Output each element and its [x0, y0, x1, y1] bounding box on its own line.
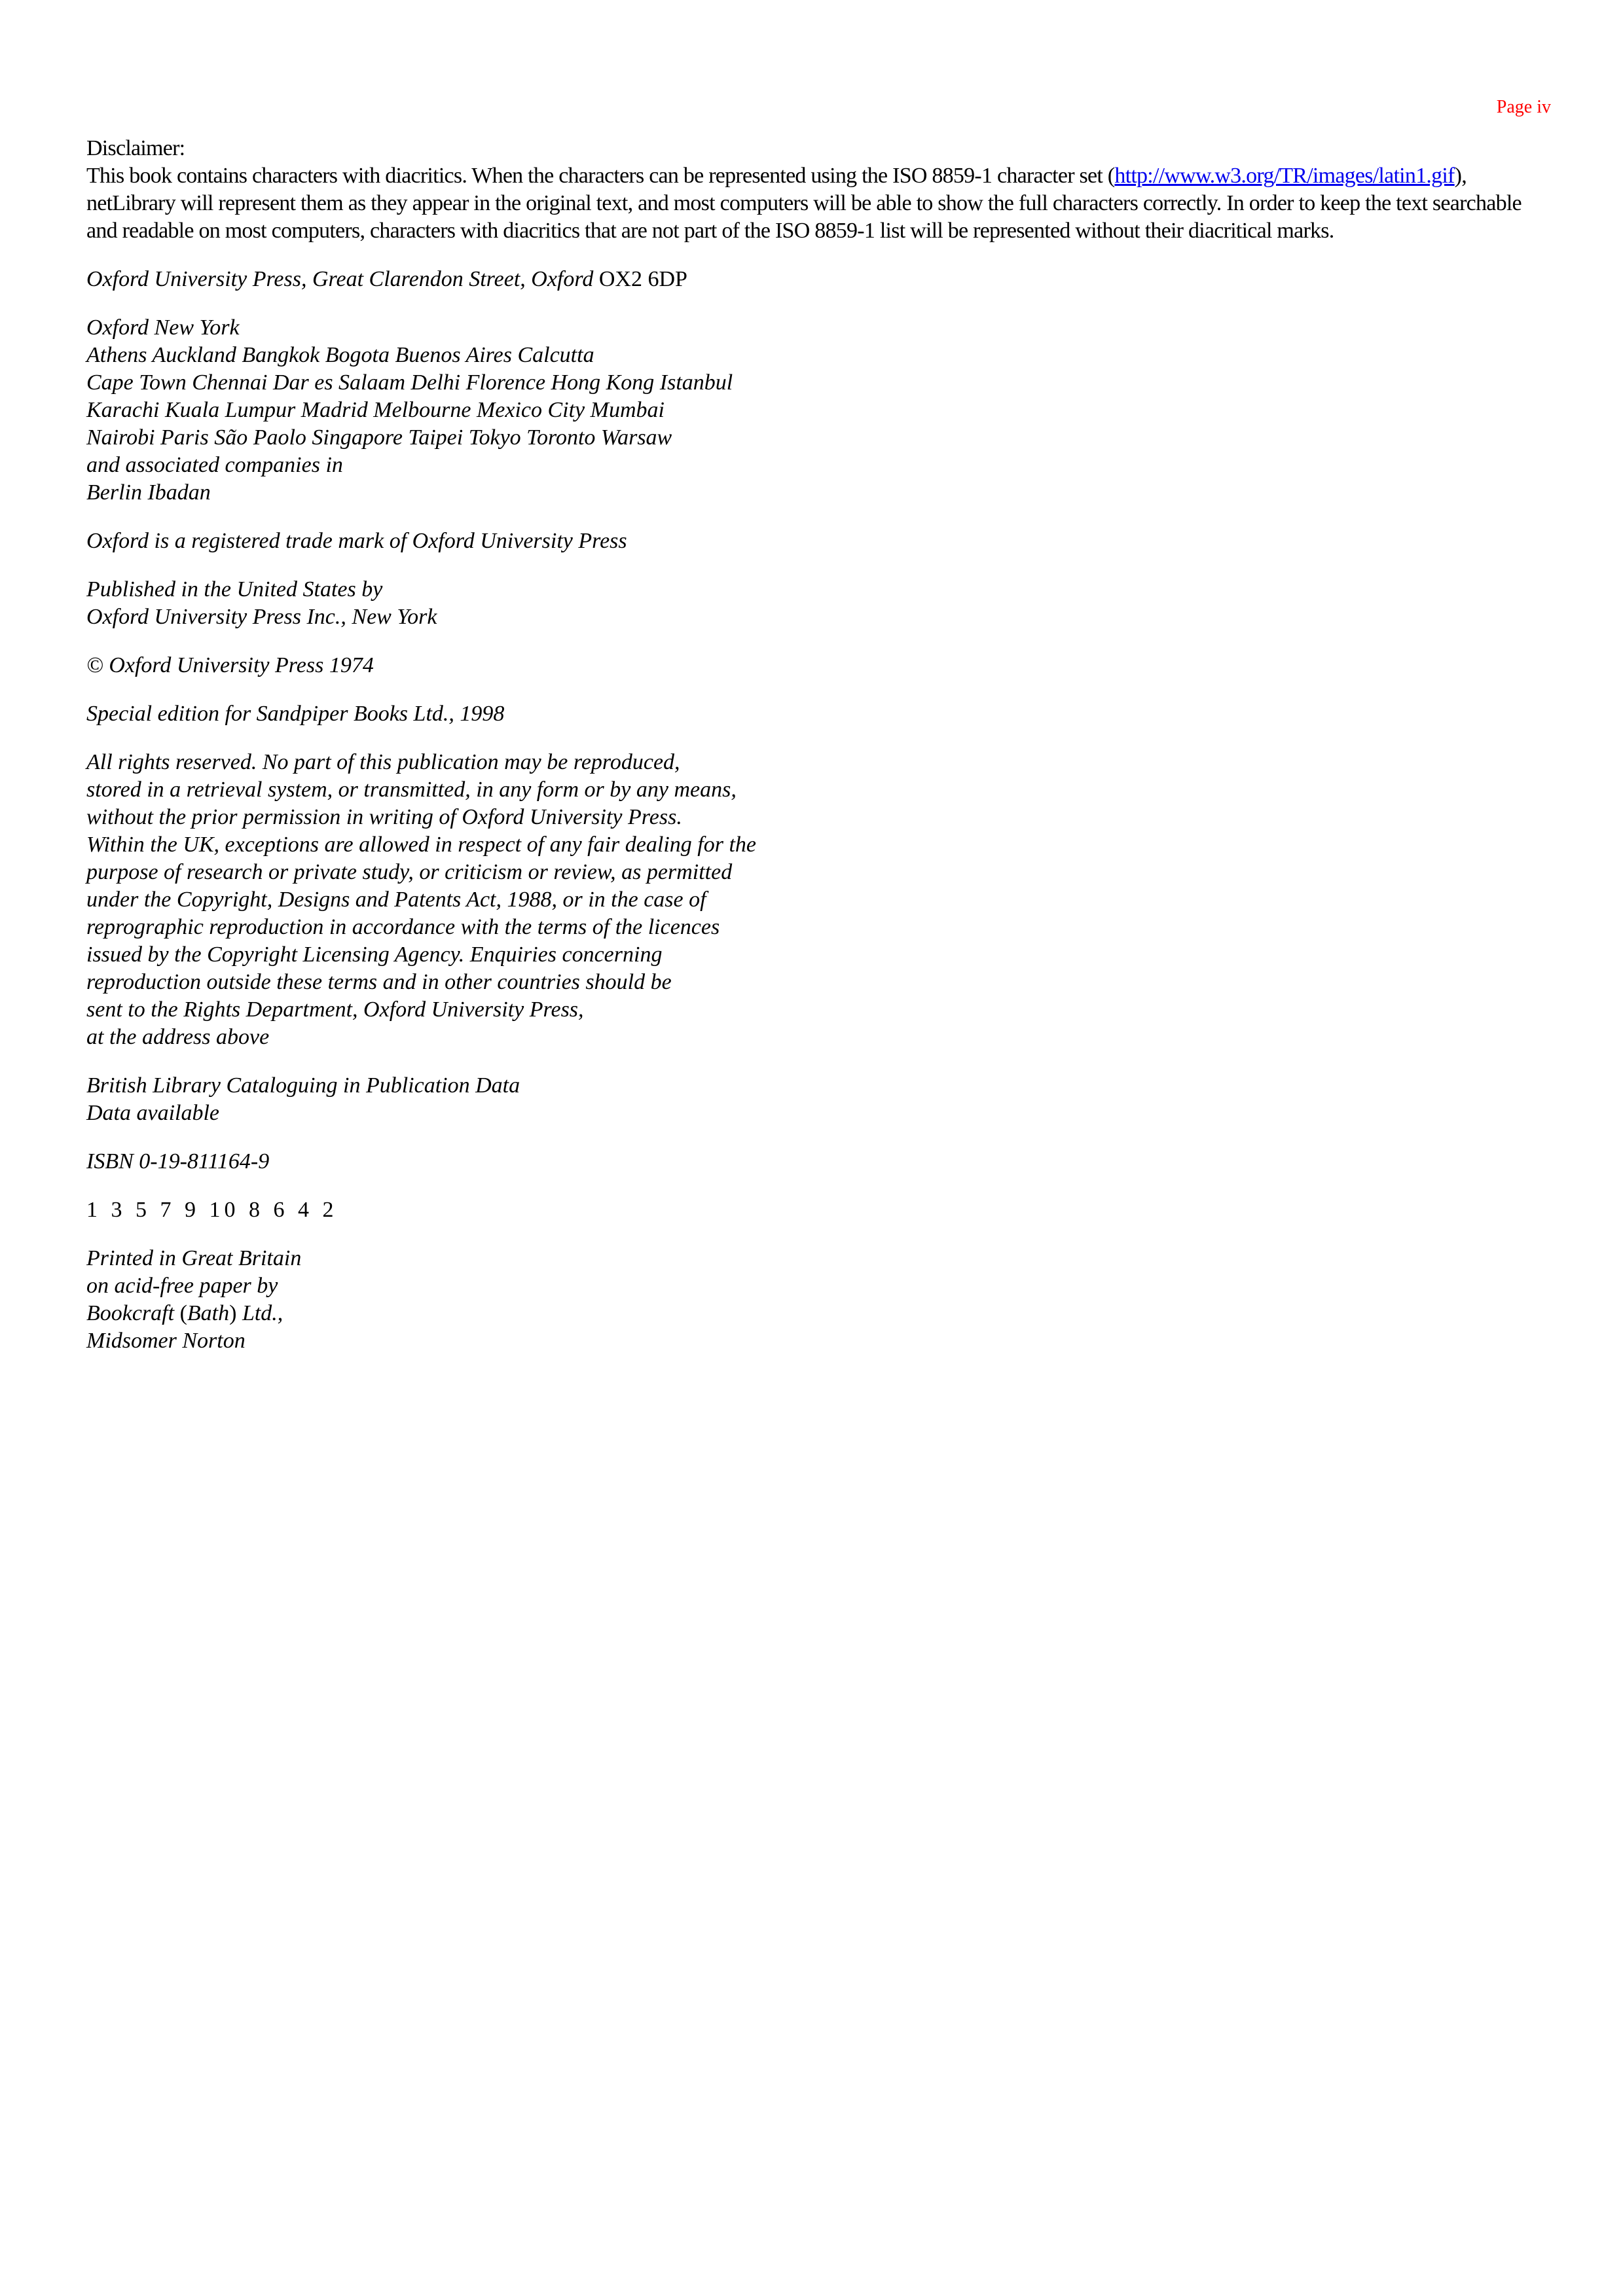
rights-line: reprographic reproduction in accordance with the terms of the licences	[86, 915, 720, 939]
location-line: Nairobi Paris São Paolo Singapore Taipei Tokyo Toronto Warsaw	[86, 425, 672, 450]
us-publication-line: Published in the United States by	[86, 577, 383, 601]
rights-line: All rights reserved. No part of this publication may be reproduced,	[86, 750, 680, 774]
cataloguing-data	[86, 1072, 1540, 1127]
location-line: Oxford New York	[86, 315, 240, 340]
location-line: Athens Auckland Bangkok Bogota Buenos Aires Calcutta	[86, 343, 594, 367]
rights-line: Within the UK, exceptions are allowed in respect of any fair dealing for the	[86, 833, 756, 857]
publisher-locations	[86, 314, 1540, 507]
cataloguing-line: British Library Cataloguing in Publication Data	[86, 1073, 520, 1098]
location-line: Cape Town Chennai Dar es Salaam Delhi Florence Hong Kong Istanbul	[86, 370, 733, 395]
paren-close: )	[229, 1301, 237, 1325]
rights-line: under the Copyright, Designs and Patents Act, 1988, or in the case of	[86, 888, 706, 912]
rights-line: at the address above	[86, 1025, 270, 1049]
trademark-notice: Oxford is a registered trade mark of Oxford University Press	[86, 529, 627, 553]
latin1-chart-link[interactable]: http://www.w3.org/TR/images/latin1.gif	[1114, 164, 1455, 188]
us-publication	[86, 576, 1540, 631]
publisher-address	[86, 266, 1540, 293]
location-line: Karachi Kuala Lumpur Madrid Melbourne Mexico City Mumbai	[86, 398, 665, 422]
rights-notice	[86, 749, 1540, 1051]
location-line: Berlin Ibadan	[86, 480, 211, 505]
copyright-notice: © Oxford University Press 1974	[86, 653, 374, 677]
printer-line: on acid-free paper by	[86, 1274, 278, 1298]
printing-numbers: 1 3 5 7 9 10 8 6 4 2	[86, 1198, 338, 1222]
special-edition-notice: Special edition for Sandpiper Books Ltd., 1998	[86, 702, 505, 726]
printer-line: Printed in Great Britain	[86, 1246, 302, 1270]
printer-name: Bookcraft	[86, 1301, 180, 1325]
printer-city: Bath	[187, 1301, 230, 1325]
rights-line: stored in a retrieval system, or transmitted, in any form or by any means,	[86, 778, 737, 802]
page-content	[86, 135, 1540, 1376]
disclaimer	[86, 135, 1540, 245]
publisher-postcode: OX2 6DP	[593, 267, 687, 291]
isbn: ISBN 0-19-811164-9	[86, 1149, 270, 1174]
printer-suffix: Ltd.,	[236, 1301, 283, 1325]
paren-open: (	[179, 1301, 187, 1325]
disclaimer-text-start: This book contains characters with diacritics. When the characters can be represented using the ISO 8859-1 character set (	[86, 164, 1115, 188]
rights-line: sent to the Rights Department, Oxford University Press,	[86, 997, 584, 1022]
disclaimer-text-end: ), netLibrary will represent them as they appear in the original text, and most computers will be able to show the full characters correctly. In order to keep the text searchable and readable on most computers, characters with diacritics that are not part of the ISO 8859-1 list will be represented without their diacritical marks.	[86, 164, 1522, 243]
printer-info	[86, 1245, 1540, 1355]
location-line: and associated companies in	[86, 453, 343, 477]
printer-line	[86, 1300, 1540, 1327]
disclaimer-heading: Disclaimer:	[86, 136, 185, 160]
page-number: Page iv	[1496, 97, 1551, 117]
rights-line: reproduction outside these terms and in other countries should be	[86, 970, 672, 994]
rights-line: issued by the Copyright Licensing Agency. Enquiries concerning	[86, 942, 663, 967]
us-publication-line: Oxford University Press Inc., New York	[86, 605, 437, 629]
rights-line: purpose of research or private study, or criticism or review, as permitted	[86, 860, 733, 884]
cataloguing-line: Data available	[86, 1101, 220, 1125]
rights-line: without the prior permission in writing of Oxford University Press.	[86, 805, 682, 829]
publisher-address-text: Oxford University Press, Great Clarendon Street, Oxford	[86, 267, 594, 291]
printer-line: Midsomer Norton	[86, 1329, 246, 1353]
